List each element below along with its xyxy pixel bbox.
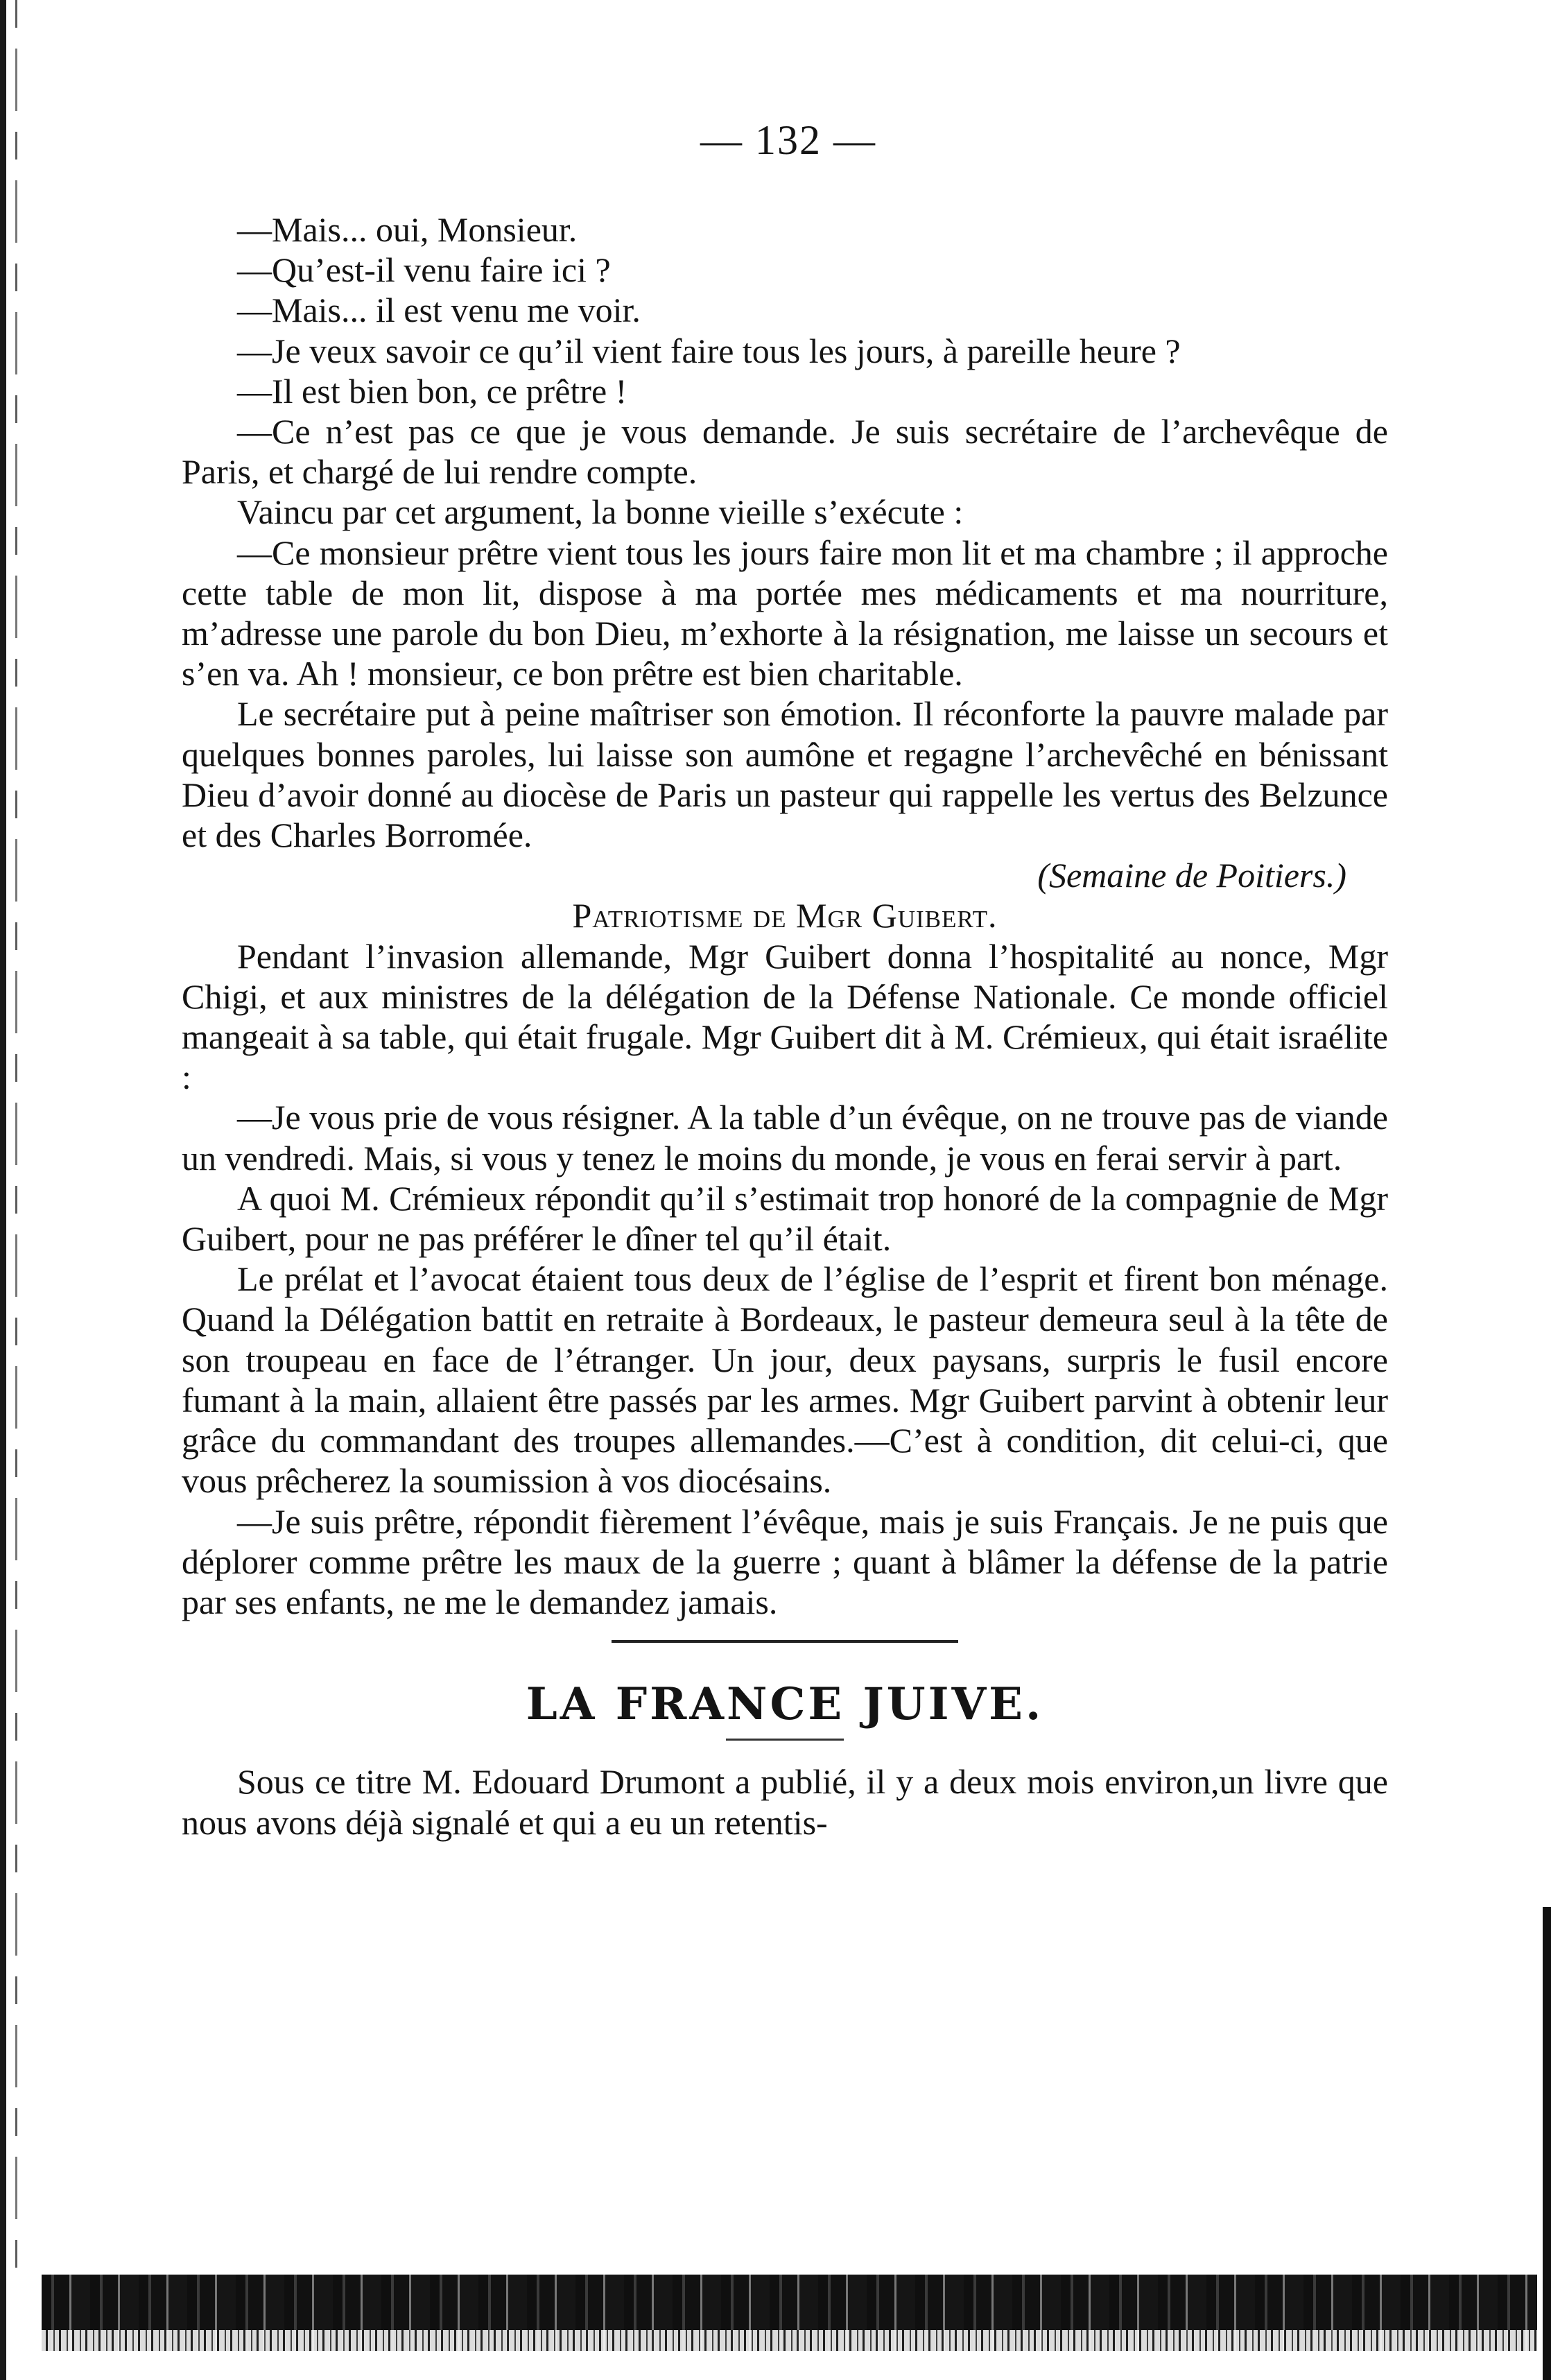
source-citation: (Semaine de Poitiers.) (1037, 856, 1346, 895)
dialogue-line: —Mais... il est venu me voir. (237, 291, 641, 330)
scan-right-edge (1543, 1907, 1551, 2380)
paragraph: Pendant l’invasion allemande, Mgr Guibert donna l’hospitalité au nonce, Mgr Chigi, et aux ministres de la délégation de la Défense Nationale. Ce monde officiel mangeait à sa table, qui était frugale. Mgr Guibert dit à M. Crémieux, qui était israélite : (182, 936, 1388, 1097)
section-heading: Patriotisme de Mgr Guibert. (572, 896, 998, 935)
paragraph: Vaincu par cet argument, la bonne vieille s’exécute : (237, 492, 964, 532)
section-divider (612, 1640, 958, 1643)
paragraph: Sous ce titre M. Edouard Drumont a publié, il y a deux mois environ,un livre que nous avons déjà signalé et qui a eu un retentis- (182, 1762, 1388, 1842)
scan-bottom-edge (42, 2275, 1537, 2351)
paragraph: —Je suis prêtre, répondit fièrement l’évêque, mais je suis Français. Je ne puis que déplorer comme prêtre les maux de la guerre ; quant à blâmer la défense de la patrie par ses enfants, ne me le demandez jamais. (182, 1501, 1388, 1621)
dialogue-line: —Je veux savoir ce qu’il vient faire tous les jours, à pareille heure ? (237, 331, 1181, 370)
dialogue-line: —Ce n’est pas ce que je vous demande. Je suis secrétaire de l’archevêque de Paris, et chargé de lui rendre compte. (182, 412, 1388, 492)
page-body (182, 209, 1388, 1843)
scan-left-edge (0, 0, 6, 2380)
scan-left-margin-marks (15, 0, 17, 2288)
article-title: LA FRANCE JUIVE. (526, 1678, 1044, 1731)
page-number: — 132 — (700, 117, 876, 164)
paragraph: A quoi M. Crémieux répondit qu’il s’estimait trop honoré de la compagnie de Mgr Guibert, pour ne pas préférer le dîner tel qu’il était. (182, 1178, 1388, 1259)
paragraph: —Ce monsieur prêtre vient tous les jours faire mon lit et ma chambre ; il approche cette table de mon lit, dispose à ma portée mes médicaments et ma nourriture, m’adresse une parole du bon Dieu, m’exhorte à la résignation, me laisse un secours et s’en va. Ah ! monsieur, ce bon prêtre est bien charitable. (182, 533, 1388, 693)
dialogue-line: —Qu’est-il venu faire ici ? (237, 250, 611, 290)
paragraph: Le prélat et l’avocat étaient tous deux de l’église de l’esprit et firent bon ménage. Quand la Délégation battit en retraite à Bordeaux, le pasteur demeura seul à la tête de son troupeau en face de l’étranger. Un jour, deux paysans, surpris le fusil encore fumant à la main, allaient être passés par les armes. Mgr Guibert parvint à obtenir leur grâce du commandant des troupes allemandes.—C’est à condition, dit celui-ci, que vous prêcherez la soumission à vos diocésains. (182, 1259, 1388, 1501)
paragraph: —Je vous prie de vous résigner. A la table d’un évêque, on ne trouve pas de viande un vendredi. Mais, si vous y tenez le moins du monde, je vous en ferai servir à part. (182, 1098, 1388, 1178)
dialogue-line: —Il est bien bon, ce prêtre ! (237, 371, 627, 411)
paragraph: Le secrétaire put à peine maîtriser son émotion. Il réconforte la pauvre malade par quelques bonnes paroles, lui laisse son aumône et regagne l’archevêché en bénissant Dieu d’avoir donné au diocèse de Paris un pasteur qui rappelle les vertus des Belzunce et des Charles Borromée. (182, 694, 1388, 855)
dialogue-line: —Mais... oui, Monsieur. (237, 210, 578, 249)
title-underline (726, 1739, 844, 1741)
